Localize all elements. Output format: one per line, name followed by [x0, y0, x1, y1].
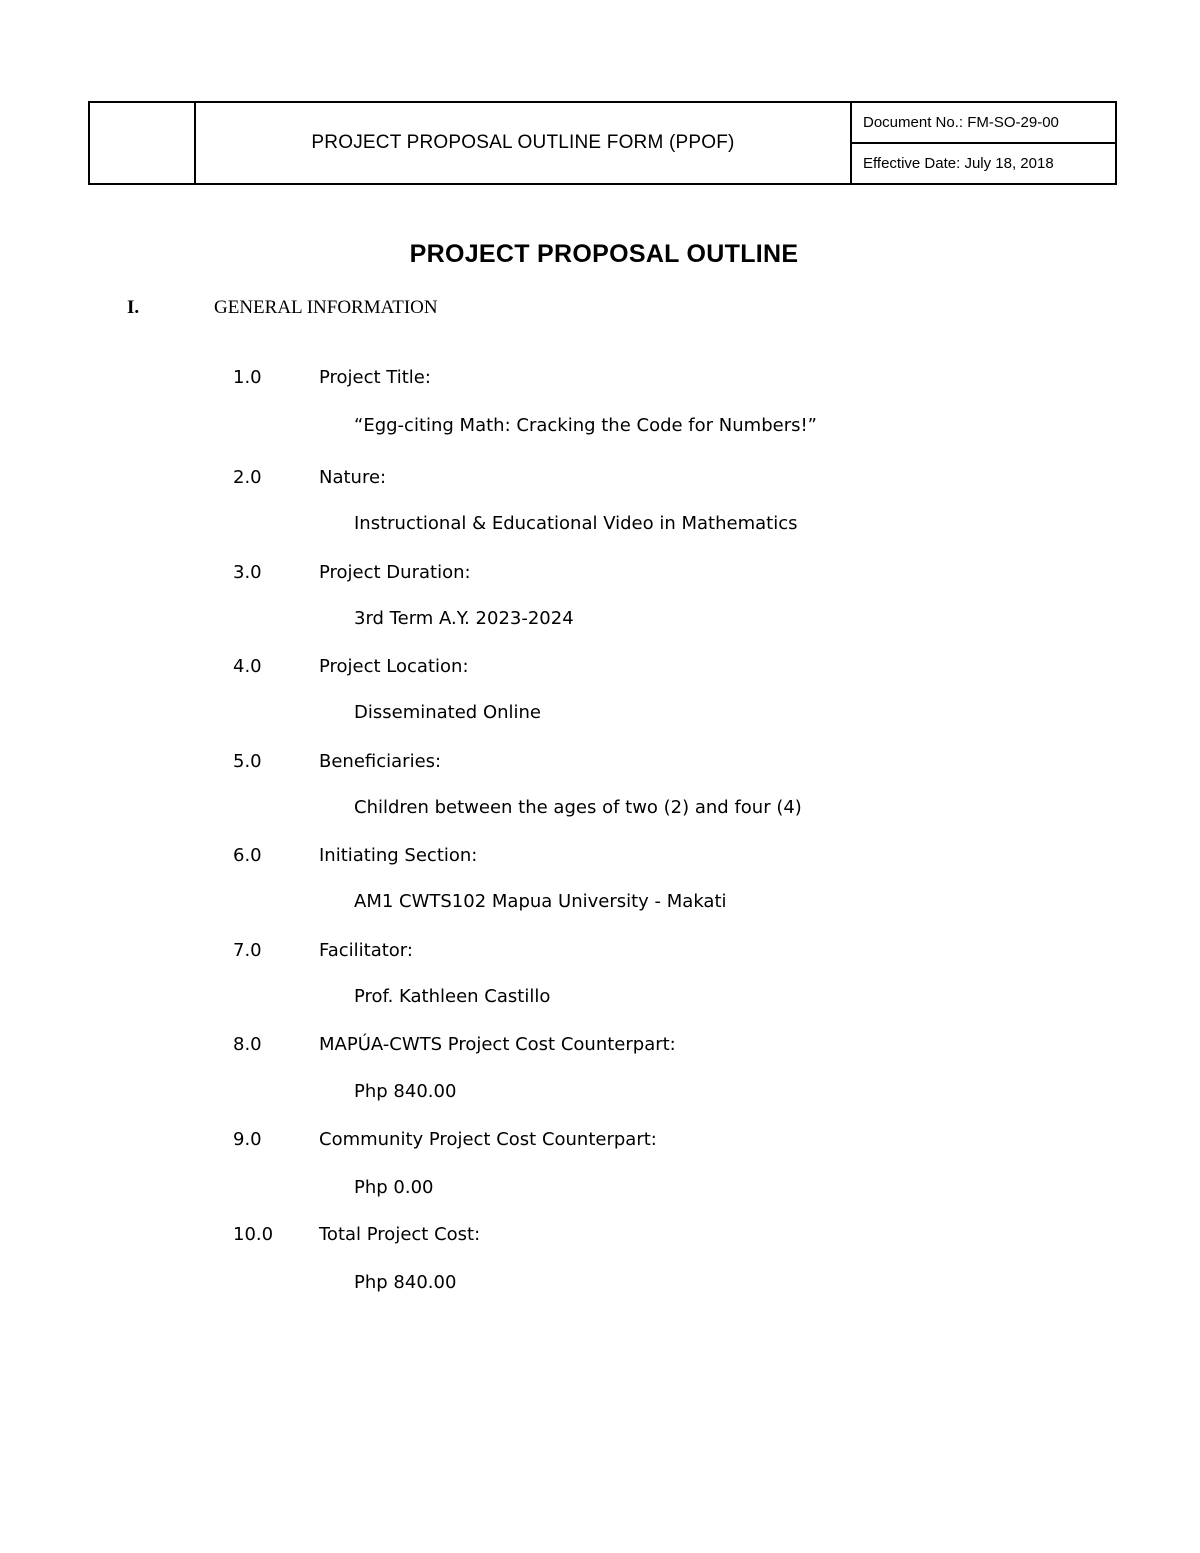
item-value-row: [0, 702, 1200, 730]
item-value-row: [0, 797, 1200, 825]
item-number: 2.0: [233, 467, 262, 488]
item-number: 4.0: [233, 656, 262, 677]
item-row: [0, 562, 1200, 590]
item-value-row: [0, 415, 1200, 443]
item-row: [0, 656, 1200, 684]
item-row: [0, 1034, 1200, 1062]
item-row: [0, 467, 1200, 495]
item-value-row: [0, 986, 1200, 1014]
item-number: 7.0: [233, 940, 262, 961]
item-label: Nature:: [319, 467, 387, 488]
item-value: “Egg-citing Math: Cracking the Code for Numbers!”: [354, 415, 818, 436]
item-number: 6.0: [233, 845, 262, 866]
item-number: 8.0: [233, 1034, 262, 1055]
item-row: [0, 1129, 1200, 1157]
item-row: [0, 367, 1200, 395]
item-number: 10.0: [233, 1224, 274, 1245]
effective-date: Effective Date: July 18, 2018: [851, 143, 1116, 184]
item-row: [0, 1224, 1200, 1252]
item-label: Project Duration:: [319, 562, 471, 583]
item-value: Prof. Kathleen Castillo: [354, 986, 551, 1007]
item-label: Community Project Cost Counterpart:: [319, 1129, 657, 1150]
item-label: Initiating Section:: [319, 845, 478, 866]
item-value: Instructional & Educational Video in Mathematics: [354, 513, 798, 534]
item-value: Children between the ages of two (2) and four (4): [354, 797, 802, 818]
item-value: Disseminated Online: [354, 702, 542, 723]
item-value: Php 0.00: [354, 1177, 434, 1198]
item-value-row: [0, 608, 1200, 636]
item-label: Total Project Cost:: [319, 1224, 481, 1245]
item-value-row: [0, 1272, 1200, 1300]
item-number: 3.0: [233, 562, 262, 583]
item-value-row: [0, 1177, 1200, 1205]
page-title: PROJECT PROPOSAL OUTLINE: [409, 240, 799, 268]
item-label: Project Title:: [319, 367, 431, 388]
item-label: MAPÚA-CWTS Project Cost Counterpart:: [319, 1034, 676, 1055]
item-value-row: [0, 513, 1200, 541]
item-row: [0, 845, 1200, 873]
item-number: 9.0: [233, 1129, 262, 1150]
item-label: Project Location:: [319, 656, 469, 677]
document-number: Document No.: FM-SO-29-00: [851, 102, 1116, 143]
item-value-row: [0, 891, 1200, 919]
item-label: Beneficiaries:: [319, 751, 442, 772]
item-row: [0, 751, 1200, 779]
item-value: Php 840.00: [354, 1081, 457, 1102]
item-row: [0, 940, 1200, 968]
section-label: GENERAL INFORMATION: [214, 297, 438, 318]
item-value: Php 840.00: [354, 1272, 457, 1293]
section-number: I.: [127, 297, 140, 318]
item-number: 5.0: [233, 751, 262, 772]
form-title: PROJECT PROPOSAL OUTLINE FORM (PPOF): [195, 102, 851, 184]
item-value: AM1 CWTS102 Mapua University - Makati: [354, 891, 727, 912]
item-number: 1.0: [233, 367, 262, 388]
item-label: Facilitator:: [319, 940, 413, 961]
item-value: 3rd Term A.Y. 2023-2024: [354, 608, 574, 629]
item-value-row: [0, 1081, 1200, 1109]
